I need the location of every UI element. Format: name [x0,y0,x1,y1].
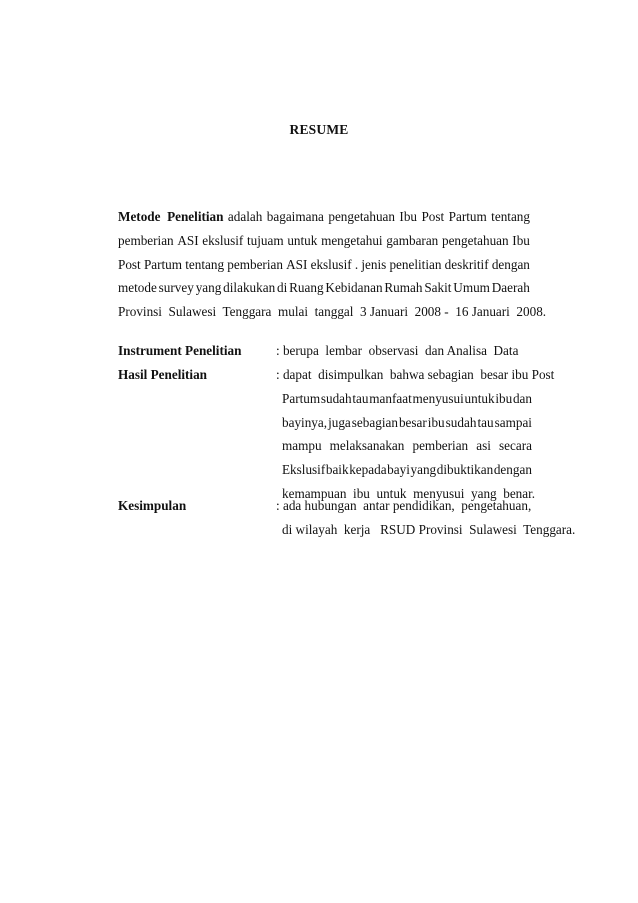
word: Post [421,209,445,224]
word: Daerah [491,280,530,296]
hasil-first-line: : dapat disimpulkan bahwa sebagian besar ibu Post [276,367,555,382]
word: bagaimana [266,209,324,224]
instrument-value: : berupa lembar observasi dan Analisa Data [276,343,519,358]
word: adalah [227,209,263,224]
word: sudah [320,390,352,406]
word: asi [476,438,491,454]
word: Ibu [399,209,418,224]
word: bayinya, [282,414,328,430]
hasil-line-1 [276,363,555,387]
instrument-value-block [276,339,532,363]
word: tau [352,390,369,406]
word: kepada [349,462,387,478]
word: ASI [286,256,308,272]
word: deskritif [444,256,489,272]
word: menyusui [412,390,464,406]
word: metode [118,280,157,296]
word: yang [410,462,437,478]
word: . [354,256,359,272]
word: di [277,280,288,296]
instrument-label: Instrument Penelitian [118,343,242,358]
word: ekslusif [310,256,352,272]
word: pengetahuan [328,209,395,224]
word: Rumah [384,280,423,296]
word: ibu [427,414,445,430]
word: Umum [453,280,490,296]
word: baik [325,462,349,478]
word: juga [328,414,351,430]
word: sudah [445,414,477,430]
word: dilakukan [223,280,276,296]
word: Post [118,256,141,272]
metode-line-4 [118,276,530,300]
word: pemberian [118,232,174,248]
word: Sakit [424,280,452,296]
word: sampai [494,414,532,430]
word: dibuktikan [436,462,494,478]
metode-line-1 [118,205,530,229]
hasil-line-4 [276,434,532,458]
word: gambaran [386,232,439,248]
document-title: RESUME [289,122,349,137]
word: dengan [493,462,532,478]
word: melaksanakan [329,438,405,454]
word: pemberian [227,256,283,272]
hasil-line-3 [276,411,532,435]
word: Kebidanan [325,280,383,296]
kesimpulan-line-2 [276,518,576,542]
hasil-label: Hasil Penelitian [118,367,208,382]
word: Partum [143,256,183,272]
metode-last-line: Provinsi Sulawesi Tenggara mulai tanggal 3 Januari 2008 - 16 Januari 2008. [118,304,547,320]
word: pengetahuan [441,232,509,248]
kesimpulan-line-1 [276,494,576,518]
kesimpulan-label: Kesimpulan [118,498,187,513]
word: untuk [464,390,495,406]
word: besar [398,414,427,430]
word: untuk [287,232,318,248]
word: penelitian [389,256,442,272]
hasil-value-block [276,363,555,506]
word: tau [477,414,494,430]
word: jenis [361,256,387,272]
word: sebagian [351,414,398,430]
hasil-line-5 [276,458,532,482]
metode-line-5 [118,300,547,324]
instrument-line [276,339,532,363]
word: manfaat [369,390,412,406]
metode-paragraph [118,205,547,324]
word: ASI [177,232,199,248]
word: ekslusif [202,232,244,248]
word: bayi [387,462,410,478]
word: Ruang [289,280,324,296]
word: Ekslusif [282,462,326,478]
word: tentang [491,209,530,224]
word: dan [512,390,532,406]
metode-line-2 [118,229,530,253]
word: Partum [448,209,487,224]
metode-line-3 [118,253,530,277]
word: survey [158,280,194,296]
kesimpulan-second-line: di wilayah kerja RSUD Provinsi Sulawesi Tenggara. [282,521,576,537]
metode-label: Metode Penelitian [118,209,224,224]
word: ibu [495,390,513,406]
word: yang [195,280,222,296]
word: Partum [282,390,321,406]
kesimpulan-value-block [276,494,576,542]
word: mampu [282,438,322,454]
word: dengan [491,256,530,272]
kesimpulan-first-line: : ada hubungan antar pendidikan, pengetahuan, [276,498,532,513]
hasil-line-2 [276,387,532,411]
word: mengetahui [321,232,383,248]
hasil-last-line: kemampuan ibu untuk menyusui yang benar. [282,485,536,501]
word: secara [499,438,532,454]
word: pemberian [412,438,469,454]
word: Ibu [512,232,530,248]
word: tujuam [247,232,284,248]
word: tentang [185,256,225,272]
